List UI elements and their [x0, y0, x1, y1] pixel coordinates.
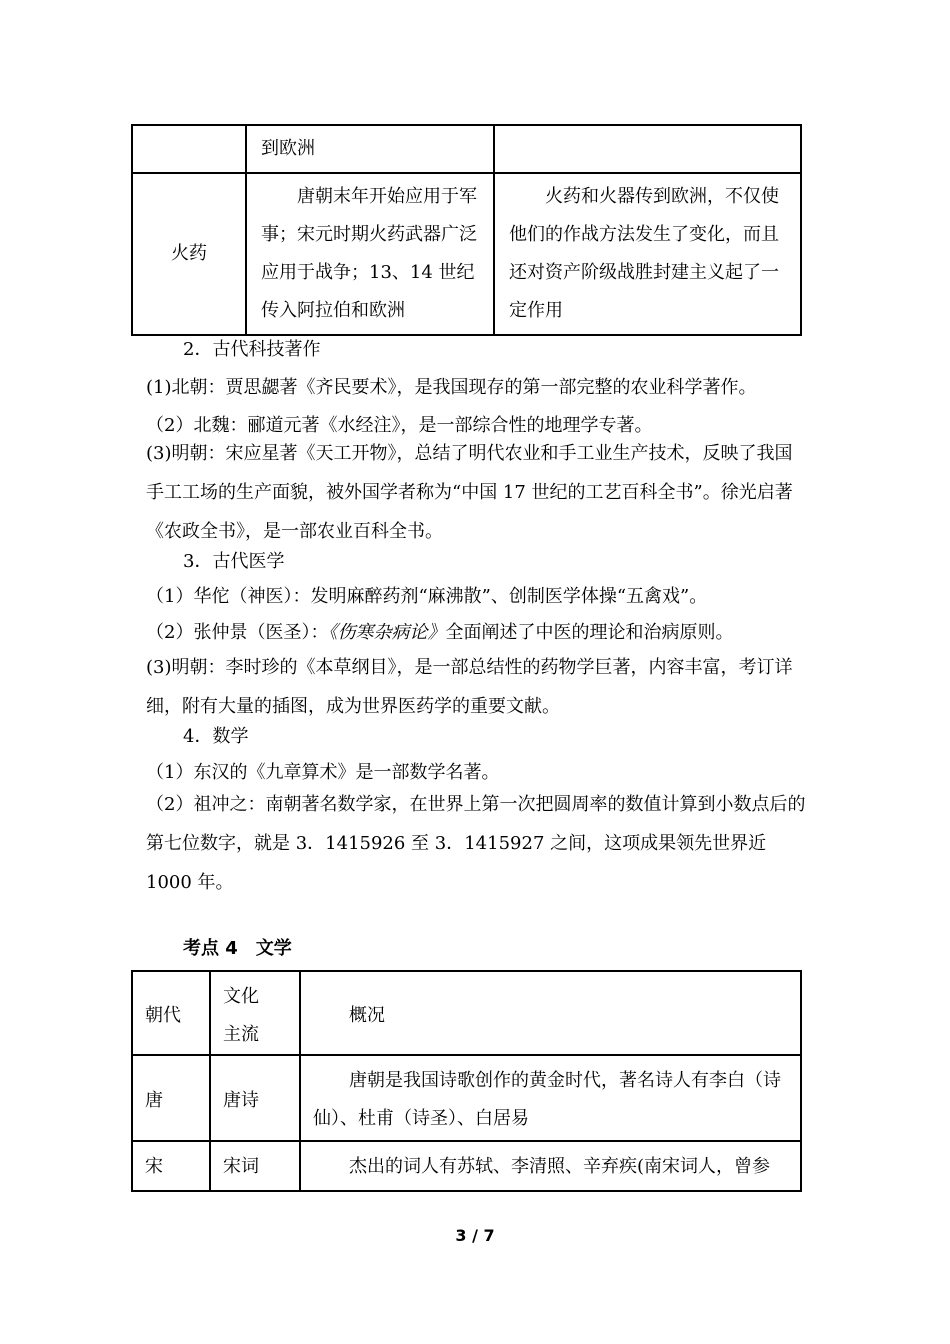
- table-cell: 杰出的词人有苏轼、李清照、辛弃疾(南宋词人，曾参: [300, 1141, 801, 1191]
- table-row: [132, 125, 801, 173]
- heading-medicine: 3．古代医学: [183, 551, 285, 572]
- heading-math: 4．数学: [183, 726, 249, 747]
- literature-table: [131, 970, 802, 1192]
- table-row: [132, 173, 801, 335]
- text-segment: 全面阐述了中医的理论和治病原则。: [445, 622, 734, 643]
- table-row: [132, 1141, 801, 1191]
- table-cell-spread: 唐朝末年开始应用于军事；宋元时期火药武器广泛应用于战争；13、14 世纪传入阿拉伯和欧洲: [246, 173, 494, 335]
- paragraph: (3)明朝：宋应星著《天工开物》，总结了明代农业和手工业生产技术，反映了我国手工工场的生产面貌，被外国学者称为“中国 17 世纪的工艺百科全书”。徐光启著《农政全书》，是一部农业百科全书。: [146, 443, 793, 542]
- table-cell: 宋: [132, 1141, 210, 1191]
- table-cell: 宋词: [210, 1141, 300, 1191]
- table-row: [132, 1055, 801, 1141]
- table-cell: [494, 125, 801, 173]
- table-cell-invention: 火药: [132, 173, 246, 335]
- paragraph: （1）华佗（神医）：发明麻醉药剂“麻沸散”、创制医学体操“五禽戏”。: [146, 586, 708, 607]
- table-cell: 到欧洲: [246, 125, 494, 173]
- paragraph: (1)北朝：贾思勰著《齐民要术》，是我国现存的第一部完整的农业科学著作。: [146, 377, 757, 398]
- paragraph: （2）北魏：郦道元著《水经注》，是一部综合性的地理学专著。: [146, 415, 653, 436]
- text-segment: （2）张仲景（医圣）：: [146, 622, 329, 643]
- table-cell: 唐诗: [210, 1055, 300, 1141]
- book-title: 《伤寒杂病论》: [328, 622, 446, 643]
- table-cell-impact: 火药和火器传到欧洲，不仅使他们的作战方法发生了变化，而且还对资产阶级战胜封建主义起了一定作用: [494, 173, 801, 335]
- page-number: 3 / 7: [455, 1226, 495, 1245]
- section-heading: 考点 4 文学: [183, 938, 292, 959]
- header-cell: 文化主流: [210, 971, 300, 1055]
- table-header-row: [132, 971, 801, 1055]
- paragraph: （1）东汉的《九章算术》是一部数学名著。: [146, 762, 500, 783]
- header-cell: 概况: [300, 971, 801, 1055]
- table-cell: [132, 125, 246, 173]
- table-cell: 唐朝是我国诗歌创作的黄金时代，著名诗人有李白（诗仙）、杜甫（诗圣）、白居易: [300, 1055, 801, 1141]
- header-cell: 朝代: [132, 971, 210, 1055]
- paragraph: (3)明朝：李时珍的《本草纲目》，是一部总结性的药物学巨著，内容丰富，考订详细，附有大量的插图，成为世界医药学的重要文献。: [146, 657, 793, 717]
- paragraph: [146, 613, 806, 652]
- inventions-table: [131, 124, 802, 336]
- paragraph: （2）祖冲之：南朝著名数学家，在世界上第一次把圆周率的数值计算到小数点后的第七位数字，就是 3．1415926 至 3．1415927 之间，这项成果领先世界近 1000 年。: [146, 794, 806, 893]
- heading-tech-works: 2．古代科技著作: [183, 339, 321, 360]
- table-cell: 唐: [132, 1055, 210, 1141]
